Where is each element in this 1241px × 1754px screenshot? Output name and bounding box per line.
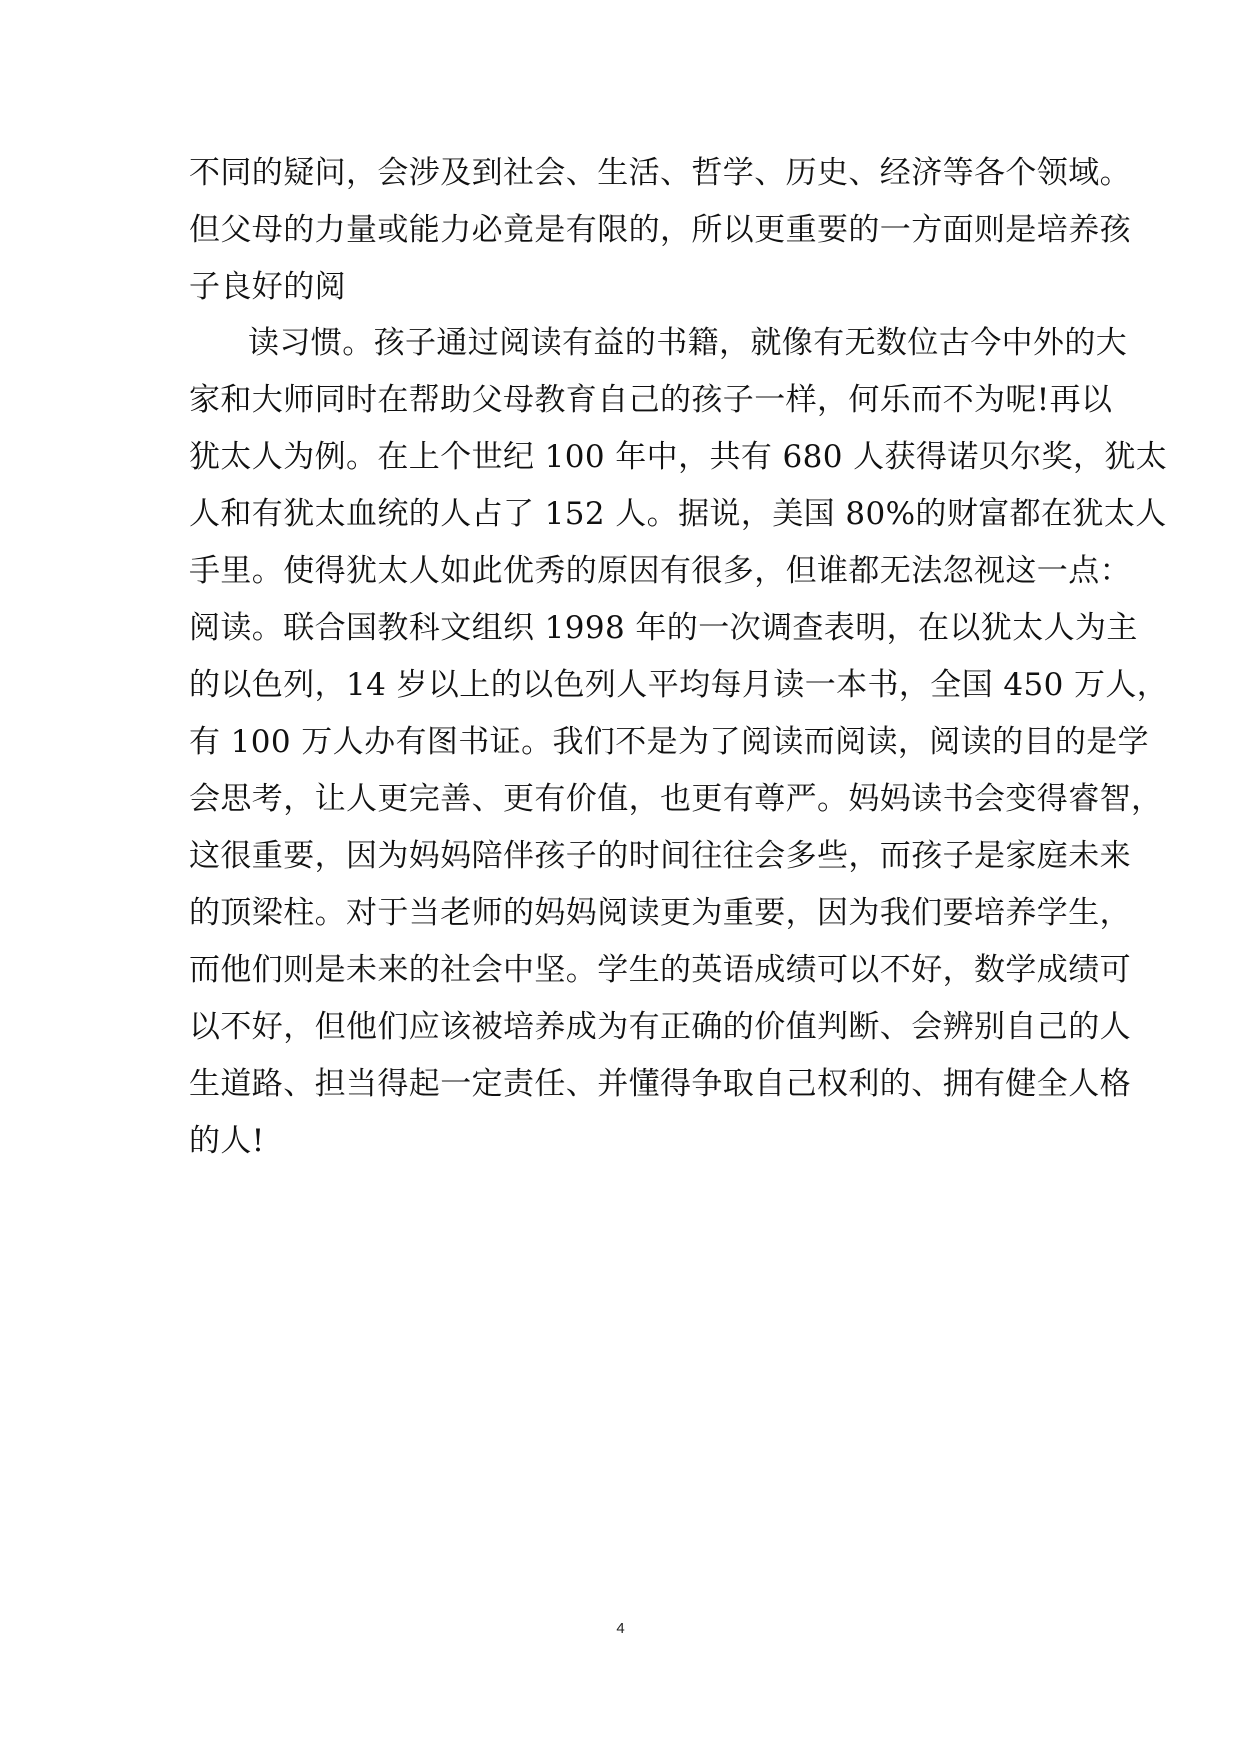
paragraph-line: 的顶梁柱。对于当老师的妈妈阅读更为重要，因为我们要培养学生，: [189, 895, 1131, 931]
paragraph-line: 人和有犹太血统的人占了 152 人。据说，美国 80%的财富都在犹太人: [189, 496, 1167, 532]
paragraph-line: 生道路、担当得起一定责任、并懂得争取自己权利的、拥有健全人格: [189, 1066, 1131, 1102]
paragraph-line: 的人!: [189, 1123, 265, 1159]
paragraph-line: 的以色列，14 岁以上的以色列人平均每月读一本书，全国 450 万人，: [189, 667, 1169, 703]
paragraph-line: 但父母的力量或能力必竟是有限的，所以更重要的一方面则是培养孩: [189, 212, 1131, 248]
paragraph-line: 以不好，但他们应该被培养成为有正确的价值判断、会辨别自己的人: [189, 1009, 1131, 1045]
paragraph-line: 手里。使得犹太人如此优秀的原因有很多，但谁都无法忽视这一点：: [189, 553, 1131, 589]
paragraph-1: [189, 145, 1131, 316]
paragraph-line: 会思考，让人更完善、更有价值，也更有尊严。妈妈读书会变得睿智，: [189, 781, 1163, 817]
paragraph-line: 读习惯。孩子通过阅读有益的书籍，就像有无数位古今中外的大: [248, 325, 1128, 361]
paragraph-line: 犹太人为例。在上个世纪 100 年中，共有 680 人获得诺贝尔奖，犹太: [189, 439, 1168, 475]
paragraph-line: 有 100 万人办有图书证。我们不是为了阅读而阅读，阅读的目的是学: [189, 724, 1150, 760]
paragraph-line: 不同的疑问，会涉及到社会、生活、哲学、历史、经济等各个领域。: [189, 155, 1131, 191]
paragraph-line: 家和大师同时在帮助父母教育自己的孩子一样，何乐而不为呢!再以: [189, 382, 1113, 418]
page-number: 4: [616, 1620, 625, 1637]
paragraph-line: 阅读。联合国教科文组织 1998 年的一次调查表明，在以犹太人为主: [189, 610, 1138, 646]
paragraph-2: [189, 315, 1169, 1170]
paragraph-line: 而他们则是未来的社会中坚。学生的英语成绩可以不好，数学成绩可: [189, 952, 1131, 988]
paragraph-line: 子良好的阅: [189, 269, 346, 305]
paragraph-line: 这很重要，因为妈妈陪伴孩子的时间往往会多些，而孩子是家庭未来: [189, 838, 1131, 874]
